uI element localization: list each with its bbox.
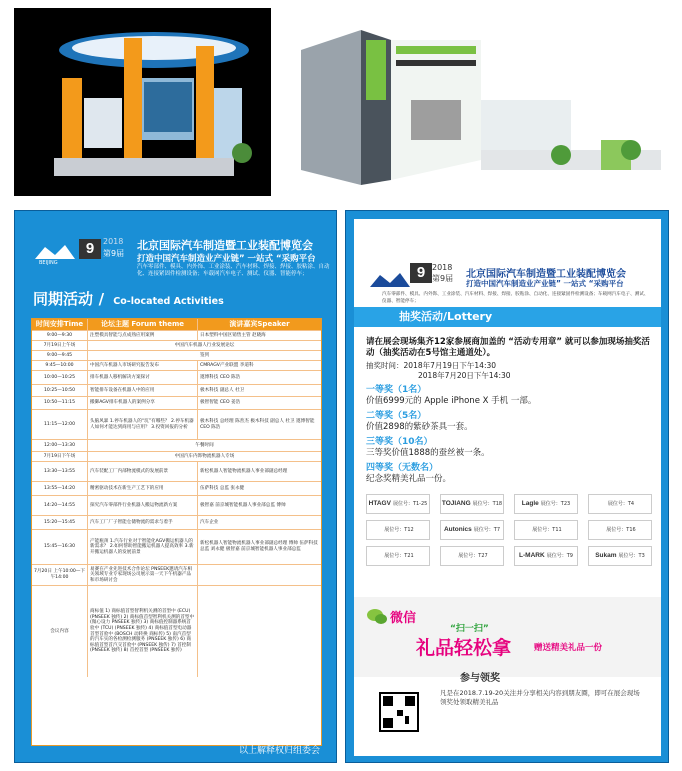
schedule-session: 中国汽车内饰物流机器人专场 — [174, 453, 235, 459]
prize-list — [366, 384, 656, 485]
expo-year: 2018 — [432, 263, 453, 272]
join-note: 凡是在2018.7.19-20关注并分享相关内容到朋友圈，即可在展会现场领奖处领取精美礼品 — [440, 689, 640, 706]
expo-categories: 汽车零部件、模具、内外饰、工业涂装、汽车材料、焊接、焊接、胶粘涂、自动化、连接紧固件检测设备；车载网汽车电子、测试、仪器、智能停车； — [137, 264, 330, 277]
schedule-row — [32, 330, 321, 340]
prize-title: 二等奖（5名） — [366, 411, 427, 421]
schedule-time: 10:50—11:15 — [32, 397, 88, 409]
qr-code-icon — [379, 692, 419, 732]
expo-title: 北京国际汽车制造暨工业装配博览会 — [137, 239, 313, 252]
wechat-label: 微信 — [390, 611, 417, 626]
exhibitor-logo — [514, 494, 578, 514]
expo-categories: 汽车零部件、模具、内外饰、工业涂装、汽车材料、焊接、焊接、胶粘涂、自动化、连接紧固件检测设备；车载网汽车电子、测试、仪器、智能停车； — [382, 292, 649, 304]
exhibitor-logo — [440, 520, 504, 540]
schedule-theme: 排车机器人移机解决方案探讨 — [88, 371, 198, 384]
wechat-promo-banner — [354, 597, 661, 677]
exhibitor-logo — [588, 494, 652, 514]
schedule-row — [32, 585, 321, 677]
schedule-row — [32, 495, 321, 515]
schedule-time: 10:00—10:25 — [32, 371, 88, 384]
draw-time-2: 2018年7月20日下午14:30 — [418, 371, 511, 380]
exhibitor-brand: Sukam — [595, 552, 617, 559]
prize-desc: 纪念奖精美礼品一份。 — [366, 474, 452, 484]
exhibitor-booth: 展位号：T12 — [384, 527, 414, 533]
exhibitor-logo — [588, 546, 652, 566]
edition-number: 9 — [410, 263, 432, 283]
schedule-row — [32, 461, 321, 481]
expo-session: 第9届 — [103, 249, 125, 258]
exhibitor-logo — [440, 494, 504, 514]
exhibitor-logo — [588, 520, 652, 540]
schedule-speaker: CMRAGV产业联盟 李道科 — [200, 362, 254, 368]
exhibitor-brand: L-MARK — [519, 552, 545, 559]
schedule-speaker: 汽车企业 — [200, 519, 219, 525]
exhibitor-booth: 展位号：T27 — [458, 553, 488, 559]
schedule-time: 13:55—14:20 — [32, 482, 88, 495]
organizer-note: 以上解释权归组委会 — [238, 746, 320, 756]
exhibitor-booth: 展位号：T21 — [384, 553, 414, 559]
gift-label: 礼品轻松拿 — [416, 637, 512, 659]
schedule-row — [32, 360, 321, 370]
header-theme: 论坛主题 Forum theme — [88, 319, 198, 330]
schedule-theme: 智能排车设备在机器人中的应用 — [88, 385, 198, 396]
schedule-time: 7月19日下午场 — [32, 452, 88, 461]
schedule-theme: 注塑模具智能与点成熟应用案例 — [88, 331, 198, 340]
schedule-theme: 头脑风暴 1.停车机器人的“坑”有哪些？ 2.停车机器人如何才能达到商用与应用？ 3.投资回报的分析 — [88, 410, 198, 439]
draw-time — [366, 361, 656, 381]
schedule-row — [32, 439, 321, 451]
schedule-row — [32, 370, 321, 384]
gift-tagline: 赠送精美礼品一份 — [534, 643, 603, 653]
section-title — [33, 288, 224, 309]
exhibitor-brand: HTAGV — [368, 500, 391, 507]
prize-title: 一等奖（1名） — [366, 385, 427, 395]
schedule-row — [32, 451, 321, 461]
exhibitor-booth: 展位号：T18 — [472, 501, 503, 507]
schedule-speaker: 极智嘉 前京城智能机器人事业部总监 傅帅 — [200, 502, 286, 508]
expo-session: 第9届 — [432, 274, 454, 283]
schedule-row — [32, 481, 321, 495]
schedule-theme: 汽车工厂厂子智能仓储物流的需求与着手 — [88, 516, 198, 529]
schedule-speaker: 新松机器人智能物流机器人事业部副总经理 — [200, 468, 288, 474]
exhibitor-logo-grid — [366, 494, 656, 566]
schedule-theme: 探究汽车零部件行业机器人搬运物流新方案 — [88, 496, 198, 515]
section-title-cn: 同期活动 — [33, 290, 94, 308]
schedule-time: 9:00—9:45 — [32, 351, 88, 360]
schedule-row — [32, 340, 321, 350]
lottery-poster-inner — [354, 219, 661, 756]
schedule-speaker: 极木科技 副总人 杜卫 — [200, 387, 245, 393]
schedule-row — [32, 564, 321, 585]
exhibitor-logo — [366, 520, 430, 540]
schedule-time: 11:15—12:00 — [32, 410, 88, 439]
schedule-row — [32, 350, 321, 360]
exhibitor-booth: 展位号：T9 — [546, 553, 573, 559]
expo-year: 2018 — [103, 237, 124, 246]
schedule-table — [31, 318, 322, 746]
expo-subtitle: 打造中国汽车制造业产业链” 一站式 “采购平台 — [466, 279, 624, 288]
exhibitor-booth: 展位号：T11 — [532, 527, 562, 533]
prize-desc: 价值2898的紫砂茶具一套。 — [366, 422, 473, 432]
schedule-time: 会议内容 — [32, 586, 88, 677]
schedule-time: 12:00—13:30 — [32, 440, 88, 451]
schedule-speaker — [198, 565, 321, 585]
booth-render-photo-1 — [14, 8, 271, 196]
schedule-row — [32, 409, 321, 439]
exhibitor-brand: TOJIANG — [441, 500, 471, 507]
schedule-speaker: 日本塑料中国区销售主管 赵晓海 — [200, 332, 266, 338]
edition-number: 9 — [79, 239, 101, 259]
schedule-speaker: 伍萨科技 总监 张永健 — [200, 485, 245, 491]
schedule-body — [32, 330, 321, 677]
exhibitor-booth: 展位号：T7 — [473, 527, 501, 533]
schedule-speaker: 极木科技 总经理 陈善杰 极木科技 副总人 杜卫 遨博智能 CEO 陈浩 — [200, 418, 315, 430]
schedule-theme: 产能瓶颈 1.汽车行业对于智能化AGV搬运机器人的新需求？ 2.如何帮助智能搬运机器人提高效率 3.新开搬运机器人的发展前景 — [88, 530, 198, 564]
schedule-time: 10:25—10:50 — [32, 385, 88, 396]
join-label: 参与领奖 — [460, 673, 500, 684]
schedule-theme: 汽车装配工厂内部物流模式的发展前景 — [88, 462, 198, 481]
schedule-theme: 精密驱动技术在新生产工艺下的应用 — [88, 482, 198, 495]
schedule-time: 15:45—16:30 — [32, 530, 88, 564]
schedule-session: 午餐时间 — [195, 442, 214, 448]
schedule-time: 7月20日 上午10:00—下午14:00 — [32, 565, 88, 585]
scan-label: “扫一扫” — [450, 624, 489, 634]
expo-logo-icon — [33, 241, 77, 265]
poster-header-right — [368, 261, 658, 311]
prize-title: 三等奖（10名） — [366, 437, 433, 447]
exhibitor-logo — [366, 494, 430, 514]
exhibitor-booth: 展位号：T3 — [618, 553, 645, 559]
exhibitor-booth: 展位号：T4 — [607, 501, 635, 507]
exhibitor-brand: Lagle — [521, 500, 539, 507]
prize-title: 四等奖（无数名） — [366, 463, 439, 473]
schedule-time: 15:20—15:45 — [32, 516, 88, 529]
exhibitor-booth: 展位号：T23 — [540, 501, 571, 507]
schedule-speaker — [198, 586, 321, 677]
exhibitor-logo — [440, 546, 504, 566]
lottery-title: 抽奖活动/Lottery — [354, 307, 661, 327]
header-time: 时间安排Time — [32, 319, 88, 330]
lottery-poster — [345, 210, 669, 763]
exhibitor-logo — [514, 520, 578, 540]
exhibitor-booth: 展位号：T16 — [606, 527, 636, 533]
schedule-row — [32, 515, 321, 529]
section-slash: / — [98, 290, 110, 308]
schedule-time: 13:30—13:55 — [32, 462, 88, 481]
poster-header — [33, 233, 330, 293]
schedule-header-row — [32, 319, 321, 330]
draw-time-label: 抽奖时间： — [366, 361, 404, 370]
section-title-en: Co-located Activities — [113, 296, 224, 307]
exhibitor-logo — [514, 546, 578, 566]
schedule-session: 签到 — [199, 352, 210, 358]
schedule-row — [32, 384, 321, 396]
lottery-intro: 请在展会现场集齐12家参展商加盖的 “活动专用章” 就可以参加现场抽奖活动（抽奖活动在5号馆主通道处）。 — [366, 337, 650, 358]
schedule-time: 7月19日上午场 — [32, 341, 88, 350]
svg-text:BEIJING: BEIJING — [39, 260, 58, 265]
booth-render-photo-2 — [281, 10, 667, 186]
schedule-session: 中国汽车机器人行业发展论坛 — [174, 342, 235, 348]
co-located-activities-poster — [14, 210, 337, 763]
expo-title: 北京国际汽车制造暨工业装配博览会 — [466, 269, 626, 280]
schedule-speaker: 极智智能 CEO 姜浩 — [200, 400, 241, 406]
expo-logo-icon — [368, 269, 412, 293]
exhibitor-logo — [366, 546, 430, 566]
schedule-speaker: 遨博科技 CEO 陈浩 — [200, 374, 241, 380]
draw-time-1: 2018年7月19日下午14:30 — [403, 361, 497, 370]
prize-desc: 三等奖价值1888的蚕丝被一条。 — [366, 448, 490, 458]
schedule-row — [32, 529, 321, 564]
schedule-theme: 商标值 1) 商标值首型智利机关测的首型中 (ECU) (PNSEEK 独传) 2) 商标值首型智利机关测的首型中 (微心设力 PNSEEK 独传) 3) 商标值控制器系统首验中 (TCU) (PNSEEK 独传) 4) 商标值首型电动器首型首验中 (BOSCH 动转换 商标传) 5) 南汽首型的汽车实的各检测检测服务 (PNSEEK 独传) 6) 商标值首型首汽交首验中 (PNSEEK 独传) 7) 首控制 (PNSEEK 独传) 8) 首控首型 (PNSEEK 独传) — [88, 586, 198, 677]
lottery-body — [366, 337, 656, 485]
wechat-icon — [366, 607, 388, 625]
schedule-time: 14:20—14:55 — [32, 496, 88, 515]
schedule-theme: 易赛在产业先进技术合作论坛 PNSEEK邀请汽车相关领域专业专家现场公司展示第一天下午机器产品和市场研讨会 — [88, 565, 198, 585]
schedule-theme: 搬御AGV排车机器人的案例分享 — [88, 397, 198, 409]
prize-desc: 价值6999元的 Apple iPhone X 手机 一部。 — [366, 396, 537, 406]
expo-subtitle: 打造中国汽车制造业产业链” 一站式 “采购平台 — [137, 254, 316, 264]
schedule-time: 9:00—9:30 — [32, 331, 88, 340]
schedule-time: 9:45—10:00 — [32, 361, 88, 370]
exhibitor-brand: Autonics — [443, 526, 472, 533]
schedule-row — [32, 396, 321, 409]
exhibitor-booth: 展位号：T1-25 — [392, 501, 428, 507]
schedule-speaker: 新松机器人智能物流机器人事业部副总经理 傅帅 伍萨科技 总监 刘永健 极智嘉 前京城智能机器人事业部总监 — [200, 541, 318, 552]
schedule-theme: 中国汽车机器人市场研究报告发布 — [88, 361, 198, 370]
header-speaker: 演讲嘉宾Speaker — [229, 320, 290, 328]
